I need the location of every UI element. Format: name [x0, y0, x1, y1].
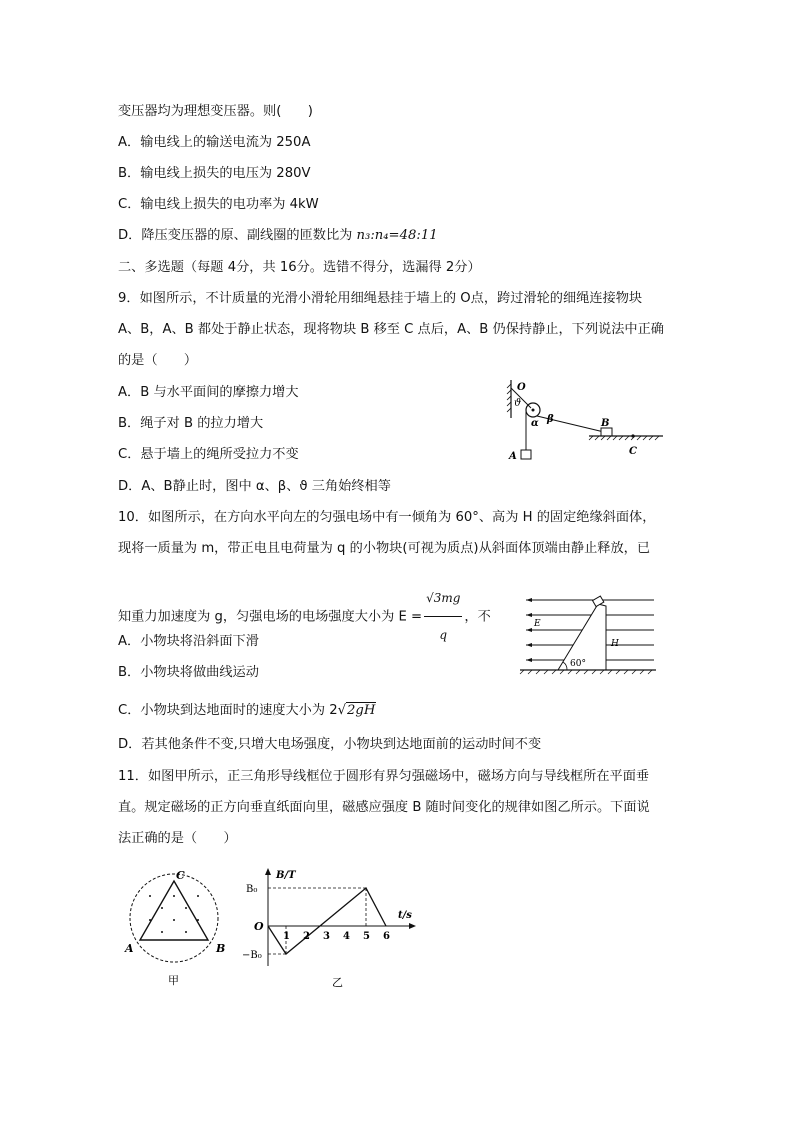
- q9-option-b: B．绳子对 B 的拉力增大: [118, 416, 264, 431]
- q10-stem-line-2: 现将一质量为 m，带正电且电荷量为 q 的小物块(可视为质点)从斜面体顶端由静止释放，已: [118, 541, 651, 556]
- tick-6: 6: [383, 931, 390, 942]
- label-a: A: [509, 451, 517, 462]
- q10-option-c: [118, 702, 376, 720]
- label-c: C: [629, 446, 637, 457]
- label-xlabel: t/s: [398, 910, 412, 921]
- tick-5: 5: [363, 931, 370, 942]
- q9-stem-line-3: 的是（ ）: [118, 353, 198, 368]
- q10-stem-line-3-suffix: ，不: [464, 609, 491, 625]
- tick-3: 3: [323, 931, 330, 942]
- q11-stem-line-3: 法正确的是（ ）: [118, 831, 237, 846]
- q10-option-d: D．若其他条件不变,只增大电场强度，小物块到达地面前的运动时间不变: [118, 737, 542, 752]
- q10-incline-figure: [518, 592, 658, 676]
- label-beta: β: [547, 414, 554, 425]
- label-b: B: [601, 418, 610, 429]
- b-t-curve: [268, 888, 386, 954]
- caption-yi: 乙: [332, 976, 343, 989]
- q8-option-d: [118, 227, 438, 245]
- fraction-numerator: √3mg: [424, 580, 462, 617]
- tick-4: 4: [343, 931, 350, 942]
- tick-2: 2: [303, 931, 310, 942]
- q8-option-a: A．输电线上的输送电流为 250A: [118, 135, 311, 150]
- label-tri-b: B: [216, 942, 226, 955]
- q10-stem-line-1: 10．如图所示，在方向水平向左的匀强电场中有一倾角为 60°、高为 H 的固定绝缘斜面体，: [118, 510, 656, 525]
- triangle-frame: [140, 881, 208, 940]
- label-tri-c: C: [176, 869, 185, 882]
- q11-b-t-graph: [240, 866, 420, 990]
- field-strength-fraction: [424, 580, 462, 653]
- q11-stem-line-1: 11．如图甲所示，正三角形导线框位于圆形有界匀强磁场中，磁场方向与导线框所在平面垂: [118, 769, 650, 784]
- q8-option-d-formula: n₃:n₄=48:11: [356, 228, 438, 243]
- fraction-denominator: q: [439, 628, 448, 642]
- q8-option-c: C．输电线上损失的电功率为 4kW: [118, 197, 319, 212]
- q9-option-d: D．A、B静止时，图中 α、β、ϑ 三角始终相等: [118, 479, 391, 494]
- section-multiple-choice-header: 二、多选题（每题 4分，共 16分。选错不得分，选漏得 2分）: [118, 260, 481, 275]
- q8-option-b: B．输电线上损失的电压为 280V: [118, 166, 311, 181]
- label-alpha: α: [531, 418, 539, 429]
- q9-pulley-figure: [505, 378, 665, 464]
- field-boundary-circle: [130, 874, 218, 962]
- sqrt-expression: √2gH: [337, 703, 376, 718]
- label-tri-a: A: [125, 942, 134, 955]
- caption-jia: 甲: [168, 974, 179, 987]
- label-angle: 60°: [570, 659, 586, 669]
- q8-stem-tail: 变压器均为理想变压器。则( ): [118, 104, 313, 119]
- label-h: H: [611, 639, 619, 649]
- sqrt-radicand: 2gH: [347, 703, 376, 718]
- q9-option-c: C．悬于墙上的绳所受拉力不变: [118, 447, 299, 462]
- q9-option-a: A．B 与水平面间的摩擦力增大: [118, 385, 299, 400]
- label-e: E: [534, 619, 541, 629]
- q11-stem-line-2: 直。规定磁场的正方向垂直纸面向里，磁感应强度 B 随时间变化的规律如图乙所示。下面说: [118, 800, 650, 815]
- label-ylabel: B/T: [276, 870, 296, 881]
- block-b: [601, 428, 612, 436]
- label-neg-b0: −B₀: [242, 950, 262, 961]
- label-o: O: [517, 382, 526, 393]
- tick-1: 1: [283, 931, 290, 942]
- q10-option-b: B．小物块将做曲线运动: [118, 665, 259, 680]
- block-a: [521, 450, 531, 459]
- q10-stem-line-3-text: 知重力加速度为 g，匀强电场的电场强度大小为 E =: [118, 609, 423, 625]
- label-theta: ϑ: [514, 398, 522, 409]
- q11-triangle-figure: [120, 866, 232, 990]
- label-b0: B₀: [246, 884, 258, 895]
- q9-stem-line-1: 9．如图所示，不计质量的光滑小滑轮用细绳悬挂于墙上的 O点，跨过滑轮的细绳连接物块: [118, 291, 643, 306]
- q9-stem-line-2: A、B，A、B 都处于静止状态，现将物块 B 移至 C 点后，A、B 仍保持静止，下列说法中正确: [118, 322, 664, 337]
- label-origin: O: [254, 920, 264, 933]
- q10-option-a: A．小物块将沿斜面下滑: [118, 634, 259, 649]
- q8-option-d-text: D．降压变压器的原、副线圈的匝数比为: [118, 228, 357, 243]
- q10-option-c-text: C．小物块到达地面时的速度大小为 2: [118, 703, 338, 718]
